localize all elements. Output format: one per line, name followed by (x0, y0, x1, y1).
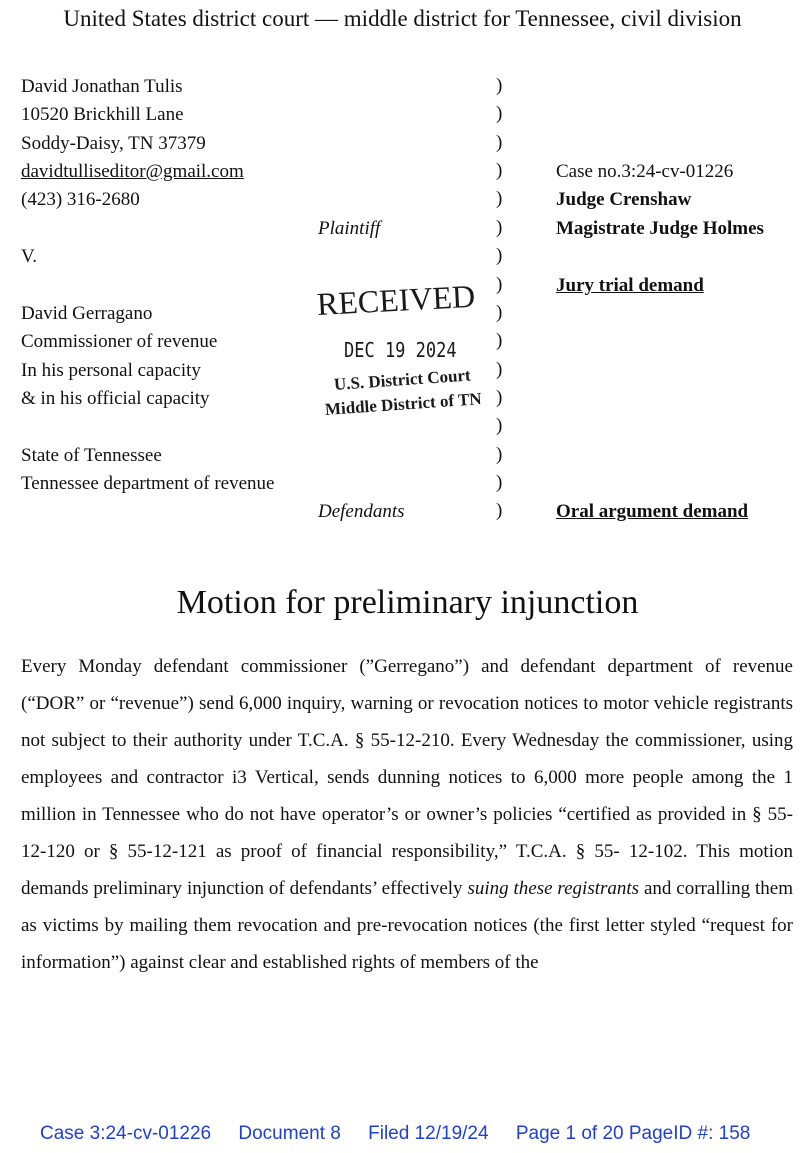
plaintiff-address-line2: Soddy-Daisy, TN 37379 (21, 133, 206, 154)
footer-document-number: Document 8 (238, 1123, 341, 1144)
caption-paren: ) (496, 415, 503, 436)
footer-case-number: Case 3:24-cv-01226 (40, 1123, 212, 1144)
caption-paren: ) (496, 160, 503, 181)
caption-paren: ) (496, 274, 503, 295)
judge-name: Judge Crenshaw (556, 189, 692, 210)
defendant-capacity-personal: In his personal capacity (21, 360, 201, 381)
caption-paren: ) (496, 302, 503, 323)
footer-filed-date: Filed 12/19/24 (368, 1123, 489, 1144)
caption-paren: ) (496, 472, 503, 493)
oral-argument-demand: Oral argument demand (556, 501, 749, 522)
versus-label: V. (21, 246, 38, 267)
defendant-state: State of Tennessee (21, 445, 162, 466)
received-stamp-district: Middle District of TN (324, 389, 483, 419)
caption-paren: ) (496, 387, 503, 408)
caption-paren: ) (496, 75, 503, 96)
body-text-italic: suing these registrants (467, 878, 640, 899)
body-text-part1: Every Monday defendant commissioner (”Gerregano”) and defendant department of revenue (“DOR” or “revenue”) send 6,000 inquiry, warning or revocation notices to motor vehicle registrants not subject to their authority under T.C.A. § 55-12-210. Every Wednesday the commissioner, using employees and contractor i3 Vertical, sends dunning notices to 6,000 more people among the 1 million in Tennessee who do not have operator’s or owner’s policies “certified as provided in § 55-12-120 or § 55-12-121 as proof of financial responsibility,” T.C.A. § 55- 12-102. This motion demands preliminary injunction of defendants’ effectively (21, 656, 793, 899)
caption-paren: ) (496, 103, 503, 124)
defendants-role-label: Defendants (318, 501, 405, 522)
footer-page-id: Page 1 of 20 PageID #: 158 (515, 1123, 751, 1144)
caption-paren: ) (496, 245, 503, 266)
defendant-capacity-official: & in his official capacity (21, 388, 210, 409)
received-stamp-court: U.S. District Court (333, 365, 472, 394)
caption-paren: ) (496, 330, 503, 351)
jury-trial-demand: Jury trial demand (556, 275, 704, 296)
received-stamp-title: RECEIVED (316, 277, 476, 322)
received-stamp-date: DEC 19 2024 (344, 338, 457, 362)
magistrate-judge-name: Magistrate Judge Holmes (556, 218, 764, 239)
defendant-department: Tennessee department of revenue (21, 473, 275, 494)
motion-title: Motion for preliminary injunction (176, 584, 639, 621)
plaintiff-email: davidtulliseditor@gmail.com (21, 161, 244, 182)
caption-paren: ) (496, 500, 503, 521)
caption-paren: ) (496, 359, 503, 380)
motion-body-paragraph (21, 648, 793, 981)
plaintiff-phone: (423) 316-2680 (21, 189, 140, 210)
plaintiff-role-label: Plaintiff (318, 218, 381, 239)
defendant-title: Commissioner of revenue (21, 331, 218, 352)
caption-paren: ) (496, 188, 503, 209)
plaintiff-address-line1: 10520 Brickhill Lane (21, 104, 184, 125)
body-text-part2: and corralling them as victims by mailing them revocation and pre-revocation notices (the first letter styled “request for information”) against clear and established rights of members of the (21, 878, 794, 973)
caption-paren: ) (496, 444, 503, 465)
plaintiff-name: David Jonathan Tulis (21, 76, 183, 97)
defendant-name: David Gerragano (21, 303, 153, 324)
court-header: United States district court — middle district for Tennessee, civil division (63, 6, 742, 31)
caption-paren: ) (496, 217, 503, 238)
case-number: Case no.3:24-cv-01226 (556, 161, 734, 182)
caption-paren: ) (496, 132, 503, 153)
document-footer (40, 1123, 772, 1145)
